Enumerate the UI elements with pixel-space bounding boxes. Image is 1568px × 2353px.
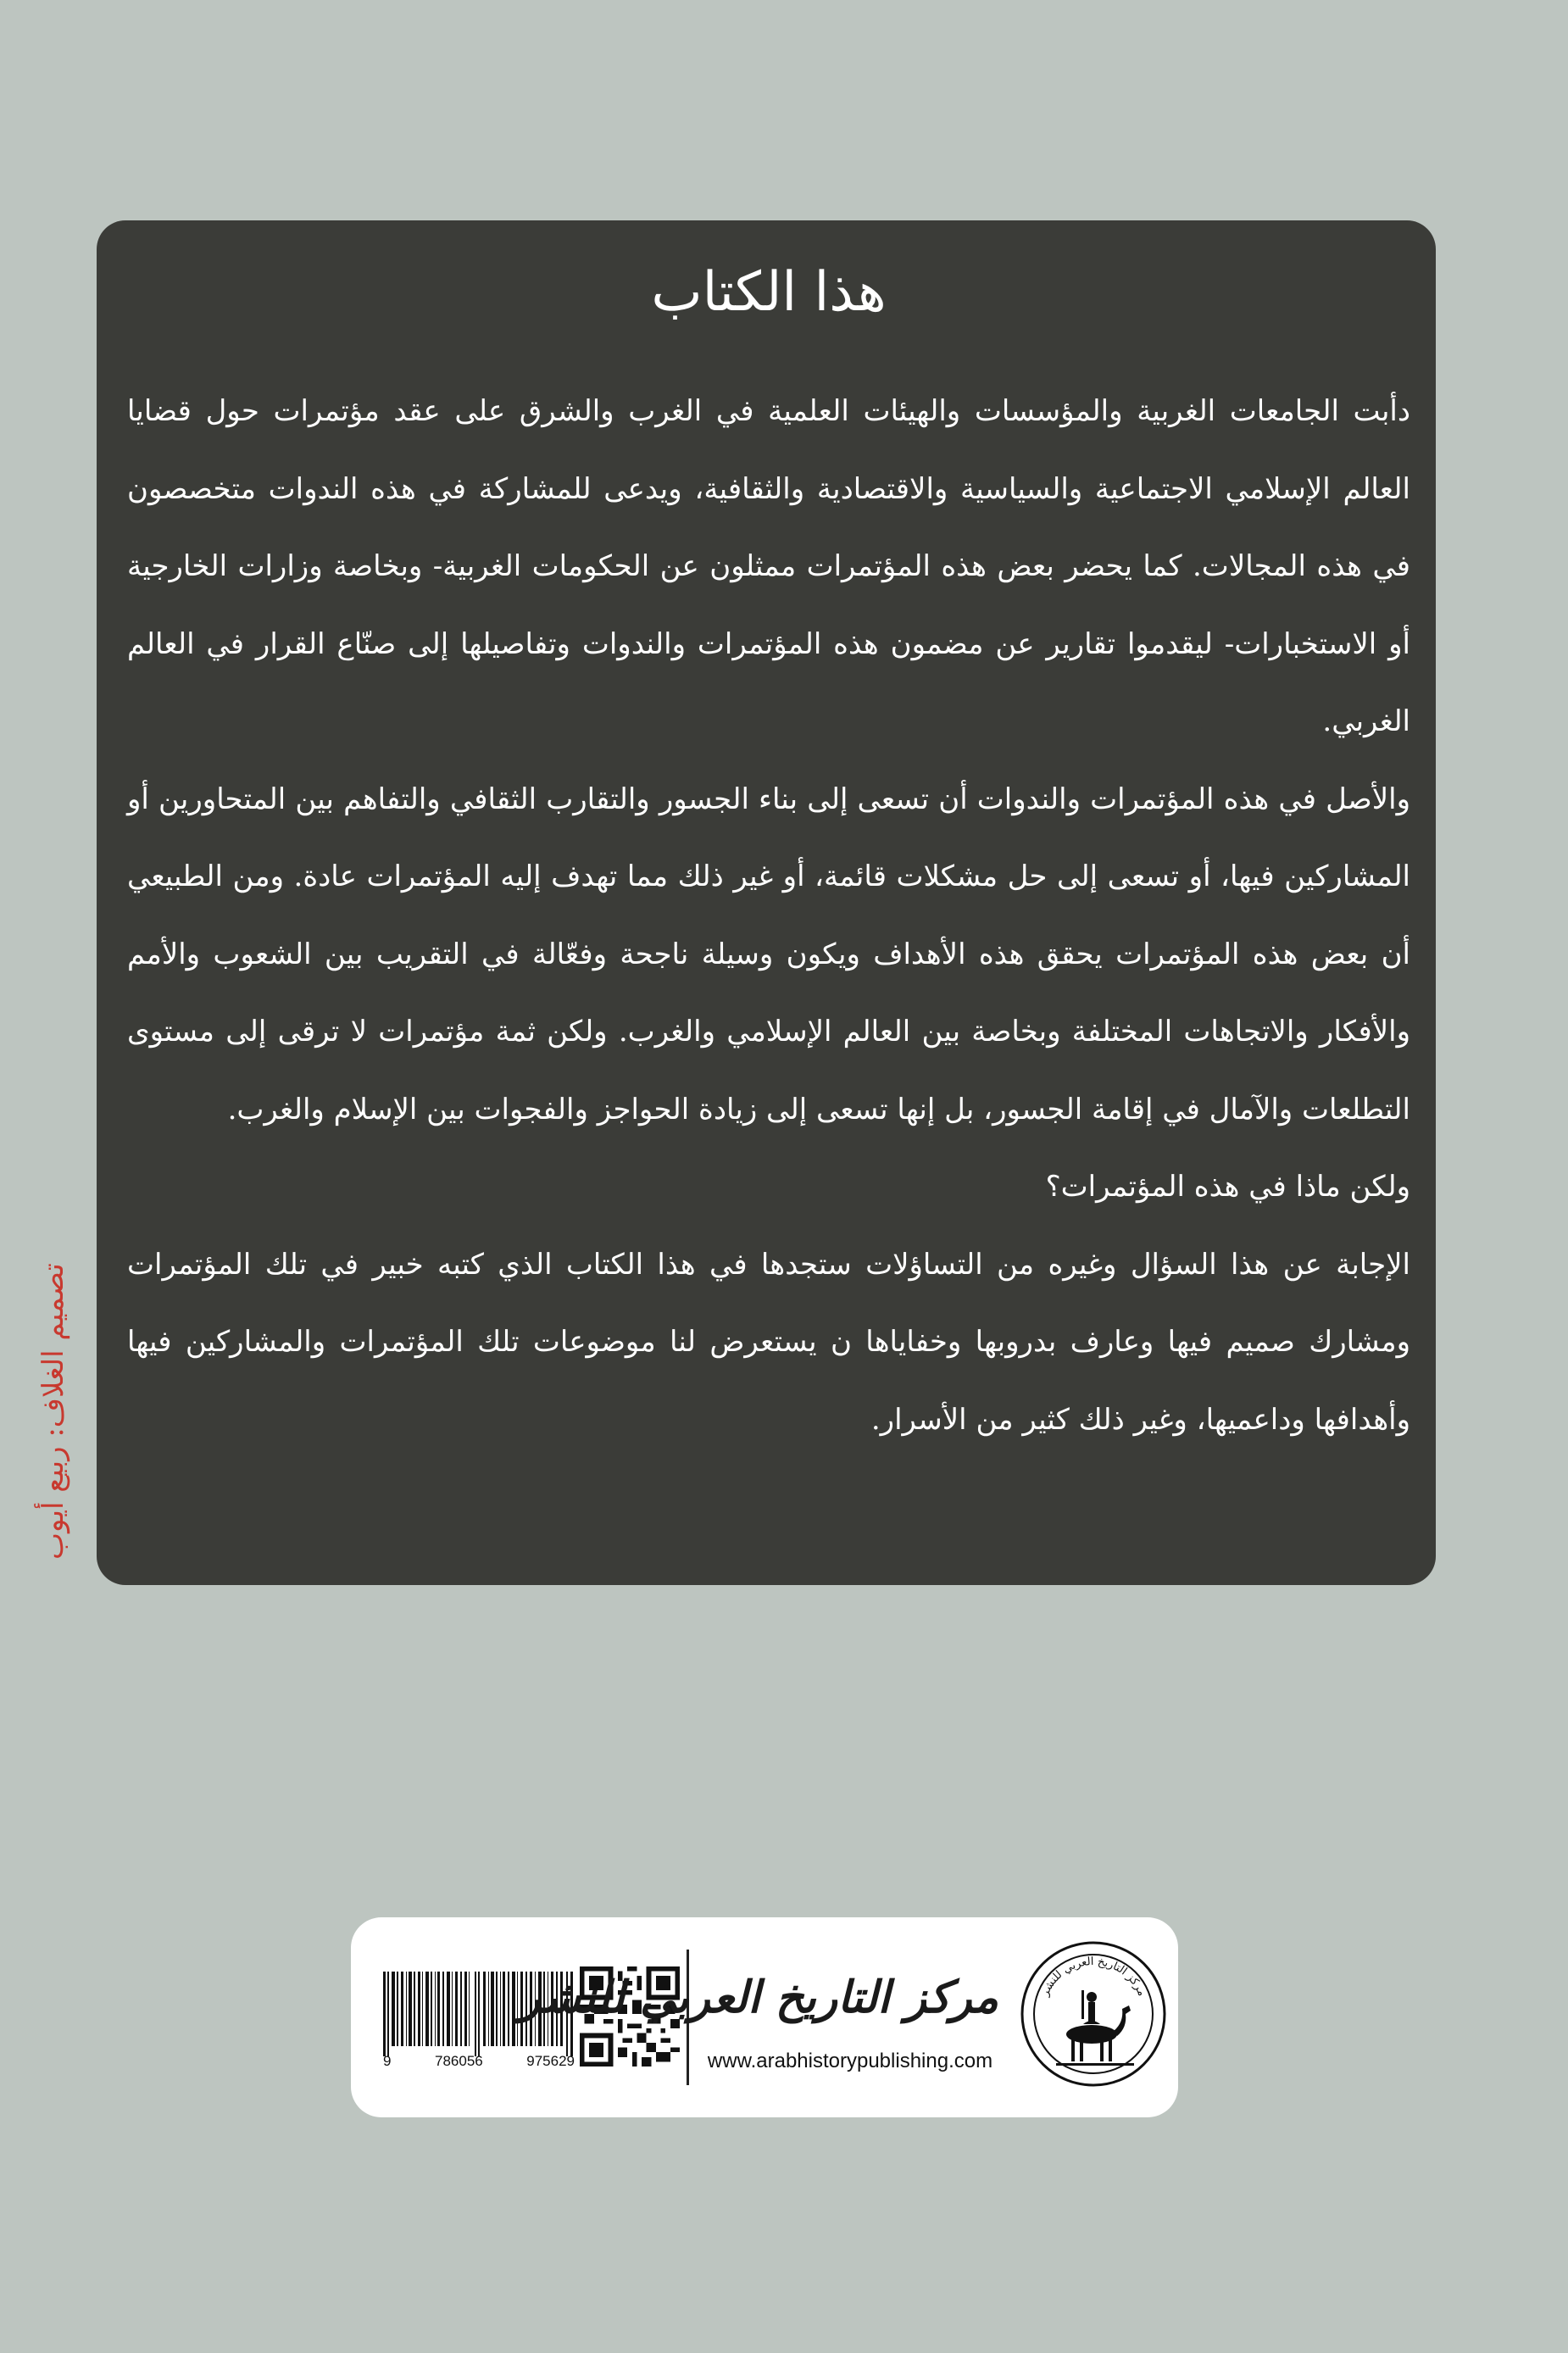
emblem-ring-text: مركز التاريخ العربي للنشر (1038, 1955, 1148, 1999)
paragraph-1: دأبت الجامعات الغربية والمؤسسات والهيئات العلمية في الغرب والشرق على عقد مؤتمرات حول قضايا العالم الإسلامي الاجتماعية والسياسية والاقتصادية والثقافية، ويدعى للمشاركة في هذه الندوات متخصصون في هذه المجالات. كما يحضر بعض هذه المؤتمرات ممثلون عن الحكومات الغربية- وبخاصة وزارات الخارجية أو الاستخبارات- ليقدموا تقارير عن مضمون هذه المؤتمرات والندوات وتفاصيلها إلى صنّاع القرار في العالم الغربي. (127, 394, 1410, 738)
publisher-footer (351, 1917, 1178, 2117)
barcode-digits (383, 2053, 575, 2073)
publisher-url[interactable]: www.arabhistorypublishing.com (707, 2050, 993, 2072)
paragraph-2: والأصل في هذه المؤتمرات والندوات أن تسعى إلى بناء الجسور والتقارب الثقافي والتفاهم بين المتحاورين أو المشاركين فيها، أو تسعى إلى حل مشكلات قائمة، أو غير ذلك مما تهدف إليه المؤتمرات عادة. ومن الطبيعي أن بعض هذه المؤتمرات يحقق هذه الأهداف ويكون وسيلة ناجحة وفعّالة في التقريب بين الشعوب والأمم والأفكار والاتجاهات المختلفة وبخاصة بين العالم الإسلامي والغرب. ولكن ثمة مؤتمرات لا ترقى إلى مستوى التطلعات والآمال في إقامة الجسور، بل إنها تسعى إلى زيادة الحواجز والفجوات بين الإسلام والغرب. (127, 782, 1410, 1126)
barcode-digit-group: 975629 (526, 2053, 575, 2069)
paragraph-4: الإجابة عن هذا السؤال وغيره من التساؤلات ستجدها في هذا الكتاب الذي كتبه خبير في تلك المؤتمرات ومشارك صميم فيها وعارف بدروبها وخفاياها ن يستعرض لنا موضوعات تلك المؤتمرات والمشاركين فيها وأهدافها وداعميها، وغير ذلك كثير من الأسرار. (127, 1247, 1410, 1437)
publisher-name: مركز التاريخ العربي للنشر (520, 1972, 998, 2023)
barcode-digit-group: 786056 (435, 2053, 483, 2069)
cover-design-credit: تصميم الغلاف: ربيع أيوب (36, 1263, 70, 1560)
description-panel (97, 220, 1436, 1585)
publisher-emblem-icon (1019, 1939, 1168, 2089)
paragraph-3: ولكن ماذا في هذه المؤتمرات؟ (1045, 1170, 1410, 1204)
barcode-digit-group: 9 (383, 2053, 392, 2069)
description-text (127, 373, 1410, 1459)
panel-title: هذا الكتاب (651, 261, 887, 324)
